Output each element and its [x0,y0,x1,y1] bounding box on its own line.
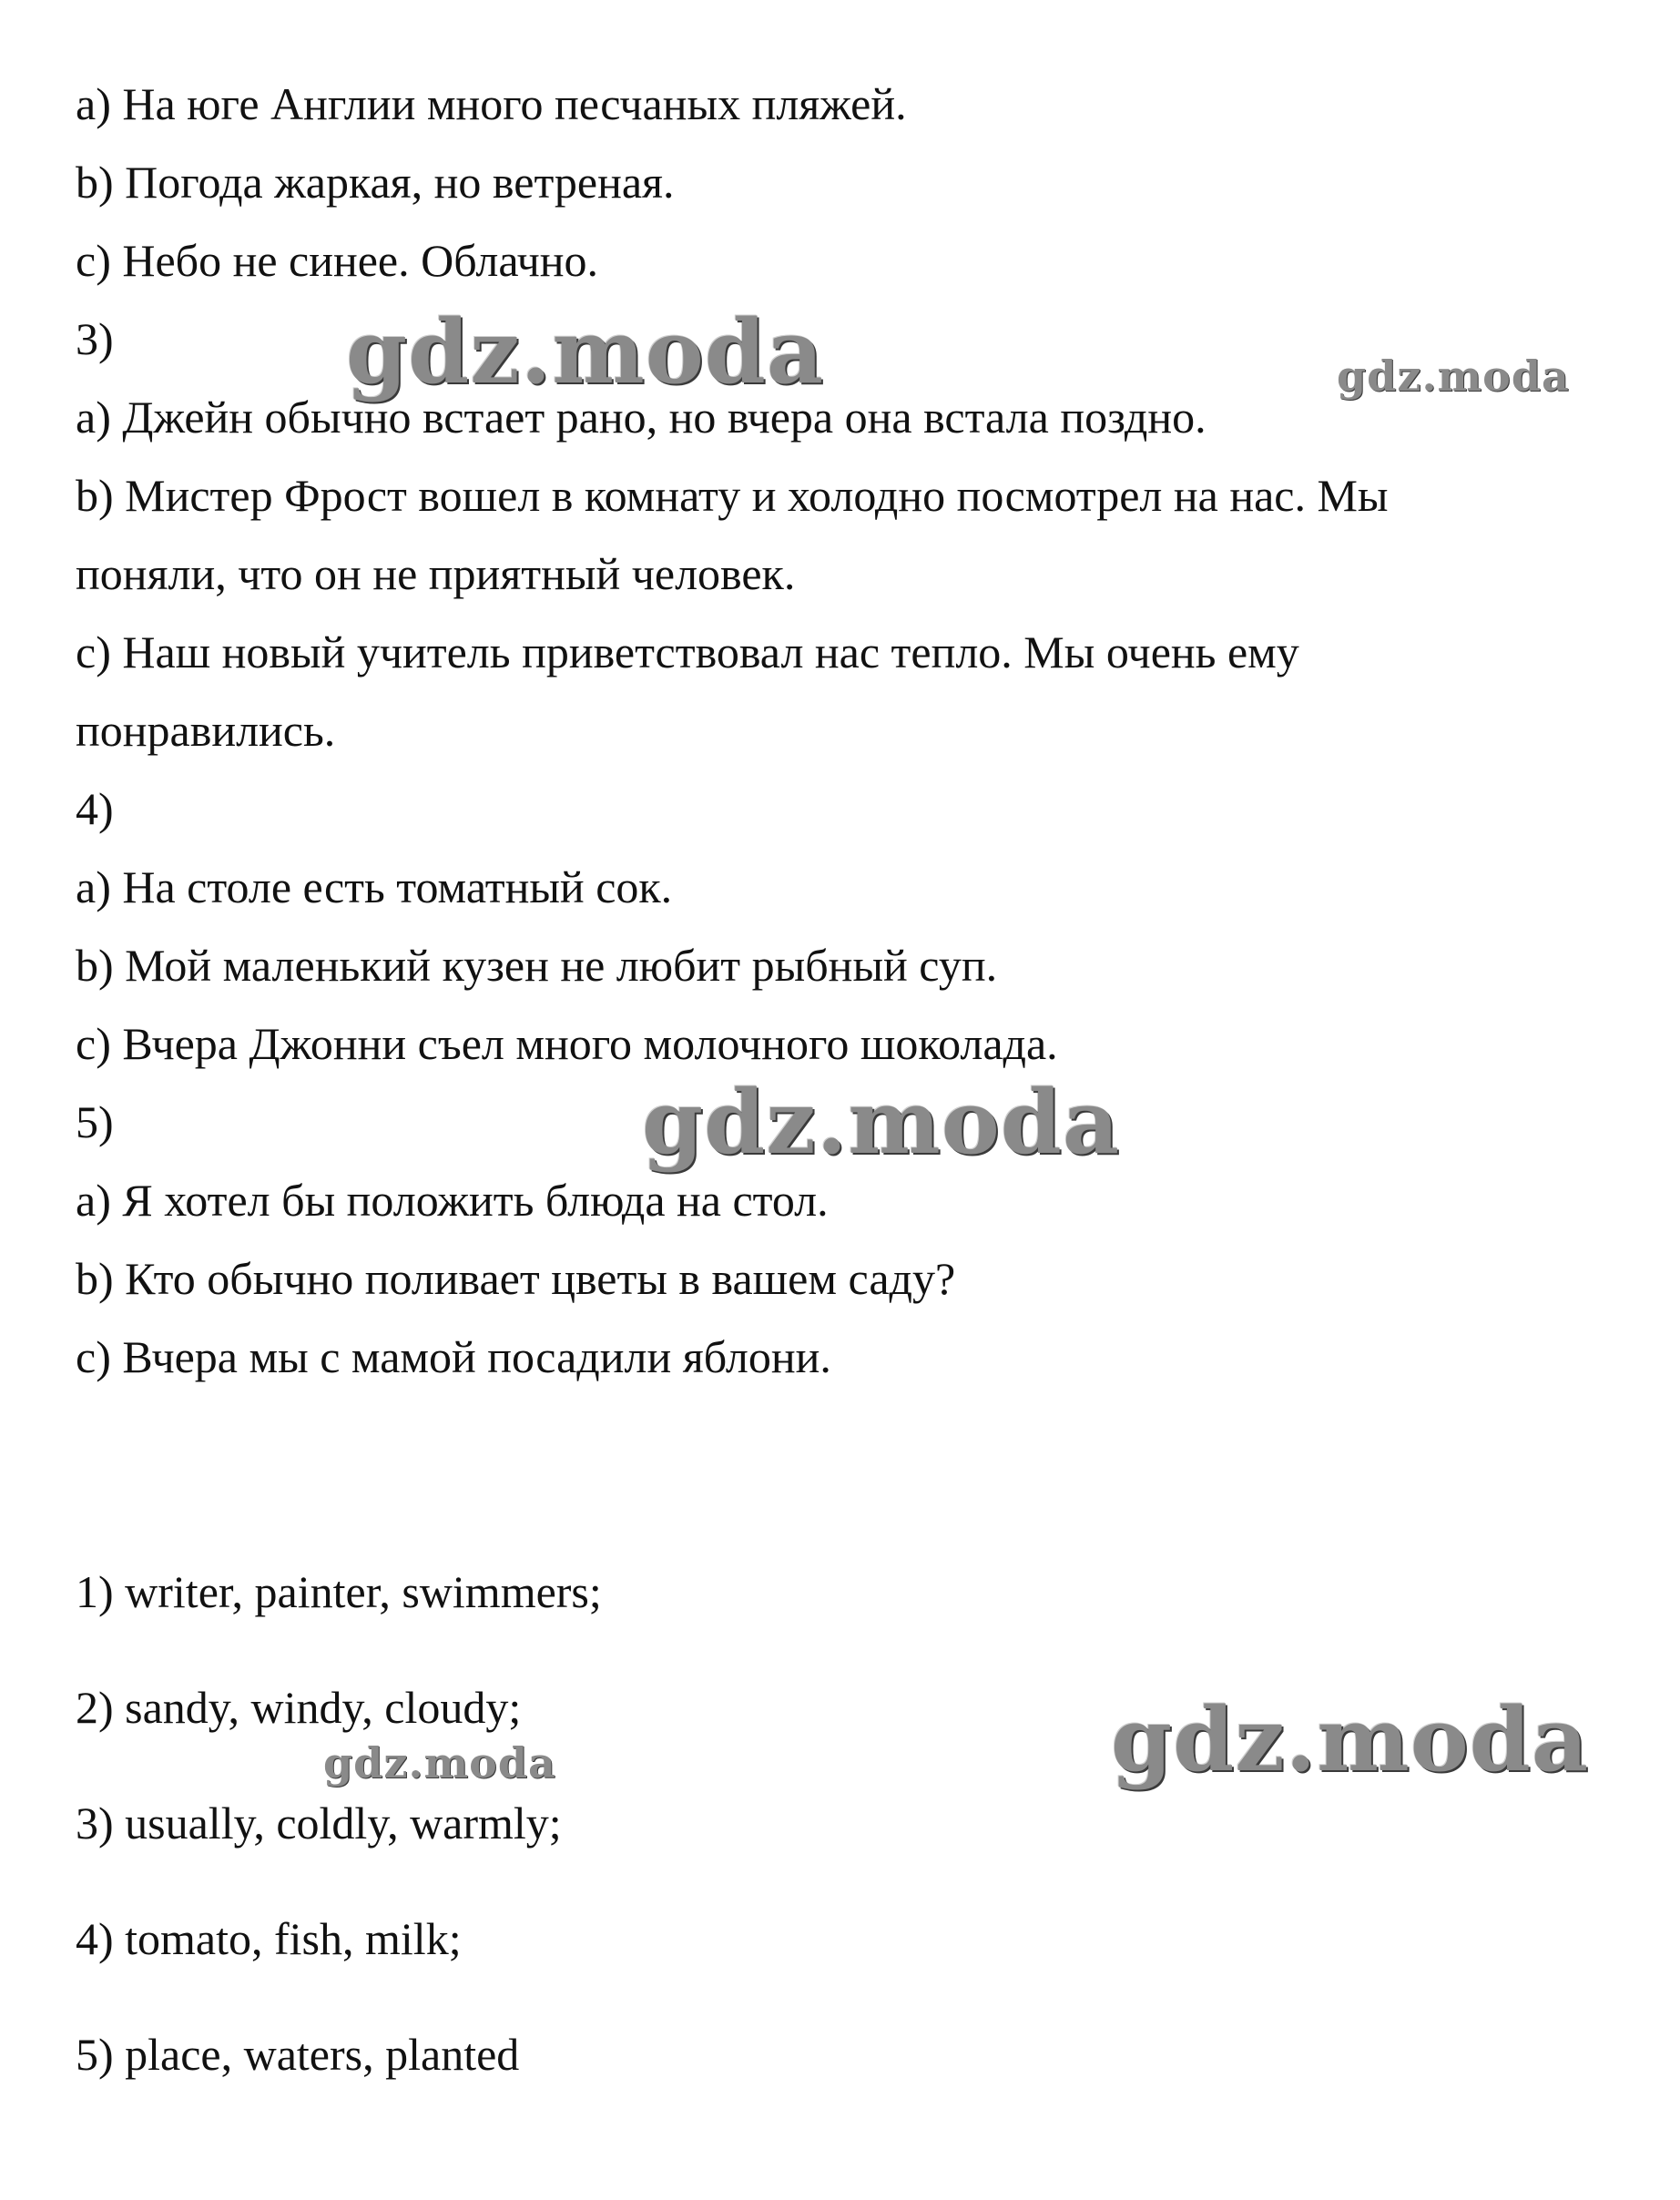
watermark-logo: gdz.moda [1337,351,1570,401]
answer-line: 2) sandy, windy, cloudy; [76,1682,522,1733]
text-line: a) Я хотел бы положить блюда на стол. [76,1175,829,1226]
text-line: поняли, что он не приятный человек. [76,548,796,599]
watermark-logo: gdz.moda [642,1071,1121,1174]
text-line: c) Вчера Джонни съел много молочного шоколада. [76,1018,1058,1069]
text-line: c) Небо не синее. Облачно. [76,235,598,286]
section-number: 3) [76,313,114,364]
text-line: c) Вчера мы с мамой посадили яблони. [76,1331,831,1382]
answer-line: 3) usually, coldly, warmly; [76,1798,562,1849]
text-line: понравились. [76,705,336,756]
watermark-logo: gdz.moda [323,1738,556,1788]
text-line: c) Наш новый учитель приветствовал нас тепло. Мы очень ему [76,626,1299,677]
text-line: a) Джейн обычно встает рано, но вчера она встала поздно. [76,392,1207,443]
answer-line: 1) writer, painter, swimmers; [76,1566,602,1617]
text-line: a) На столе есть томатный сок. [76,861,673,912]
text-line: b) Мистер Фрост вошел в комнату и холодно посмотрел на нас. Мы [76,470,1389,521]
text-line: b) Погода жаркая, но ветреная. [76,157,675,208]
watermark-logo: gdz.moda [1111,1688,1590,1791]
text-line: b) Мой маленький кузен не любит рыбный суп. [76,940,998,991]
text-line: b) Кто обычно поливает цветы в вашем саду? [76,1253,956,1304]
watermark-logo: gdz.moda [346,300,825,403]
text-line: a) На юге Англии много песчаных пляжей. [76,78,907,129]
section-number: 5) [76,1096,114,1147]
answer-line: 4) tomato, fish, milk; [76,1913,462,1964]
answer-line: 5) place, waters, planted [76,2029,520,2080]
section-number: 4) [76,783,114,834]
